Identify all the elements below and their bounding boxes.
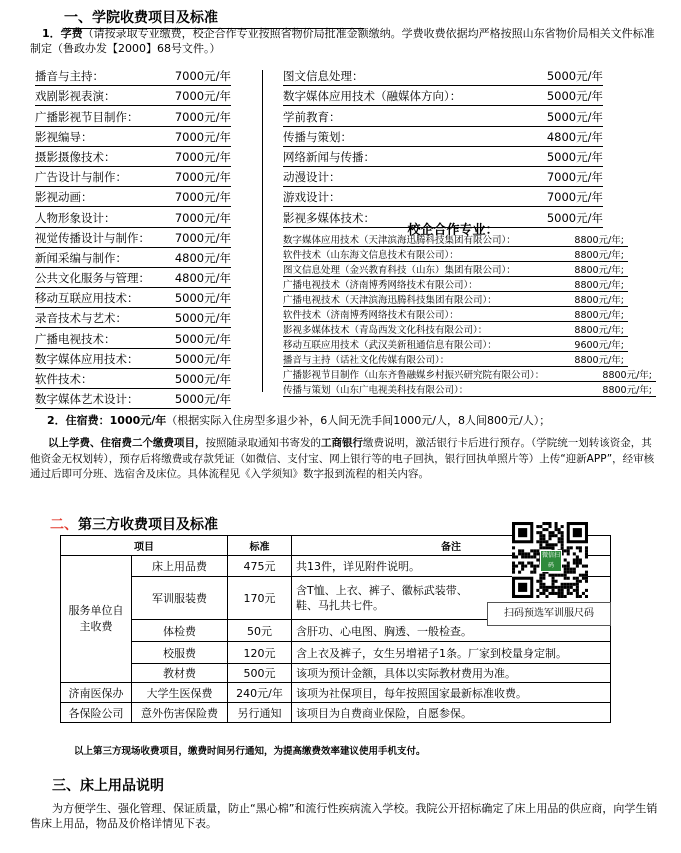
major-price: 7000元/年 [174, 69, 231, 84]
major-price: 5000元/年 [174, 291, 231, 306]
major-name: 数字媒体艺术设计： [35, 392, 139, 407]
section2-title [50, 514, 218, 534]
major-name: 动漫设计： [283, 170, 341, 185]
list-item [35, 187, 231, 207]
section1-title: 一、学院收费项目及标准 [64, 7, 364, 29]
major-price: 7000元/年 [174, 129, 231, 144]
major-name: 软件技术： [35, 372, 93, 386]
major-price: 9600元/年; [574, 340, 624, 351]
cell-item: 教材费 [132, 664, 228, 683]
list-item [35, 86, 231, 106]
housing-note: （根据实际入住房型多退少补，6人间无洗手间1000元/人，8人间800元/人）； [166, 414, 551, 427]
list-item [35, 369, 231, 389]
major-name: 图文信息处理： [283, 69, 364, 84]
list-item [283, 66, 603, 86]
major-price: 8800元/年; [574, 235, 624, 246]
list-item [283, 352, 628, 367]
table-row [61, 703, 611, 723]
third-party-footnote: 以上第三方现场收费项目，缴费时间另行通知，为提高缴费效率建议使用手机支付。 [74, 746, 426, 757]
major-price: 7000元/年 [174, 170, 231, 185]
major-name: 视觉传播设计与制作： [35, 230, 150, 245]
major-name: 广播电视技术（天津滨海迅腾科技集团有限公司）： [283, 295, 497, 306]
housing-line [47, 413, 667, 428]
list-item [283, 367, 656, 382]
major-name: 网络新闻与传播： [283, 149, 375, 164]
cell-standard: 475元 [228, 556, 292, 577]
cell-item: 意外伤害保险费 [132, 703, 228, 723]
cell-note: 该项为社保项目，每年按照国家最新标准收费。 [292, 683, 611, 703]
cell-note: 该项为预计金额，具体以实际教材费用为准。 [292, 664, 611, 683]
cell-note: 含上衣及裤子，女生另增裙子1条。厂家到校量身定制。 [292, 642, 611, 664]
major-name: 公共文化服务与管理： [35, 271, 150, 286]
cell-standard: 50元 [228, 620, 292, 642]
major-name: 传播与策划： [283, 129, 352, 144]
major-name: 录音技术与艺术： [35, 311, 127, 326]
major-price: 7000元/年 [174, 230, 231, 245]
cell-item: 体检费 [132, 620, 228, 642]
cell-item: 军训服装费 [132, 577, 228, 620]
cell-group: 各保险公司 [61, 703, 132, 723]
cell-item: 大学生医保费 [132, 683, 228, 703]
qr-code-icon[interactable] [512, 522, 588, 598]
tuition-intro [30, 26, 660, 56]
qr-caption: 扫码预选军训服尺码 [487, 602, 611, 626]
section3-title: 三、床上用品说明 [52, 778, 164, 794]
section3-text: 为方便学生、强化管理、保证质量，防止“黑心棉”和流行性疾病流入学校。我院公开招标确定了床上用品的供应商，向学生销售床上用品，物品及价格详情见下表。 [30, 802, 658, 830]
list-item [35, 167, 231, 187]
major-price: 5000元/年 [174, 372, 231, 386]
list-item [283, 167, 603, 187]
payment-lead: 以上学费、住宿费二个缴费项目， [48, 437, 206, 449]
cell-note: 含T恤、上衣、裤子、徽标武装带、鞋、马扎共七件。 [292, 577, 611, 620]
major-name: 数字媒体应用技术（融媒体方向）： [283, 89, 462, 104]
list-item [283, 307, 628, 322]
major-price: 4800元/年 [174, 250, 231, 265]
major-price: 7000元/年 [546, 190, 603, 205]
major-name: 影视多媒体技术（青岛西发文化科技有限公司）： [283, 325, 488, 336]
qr-badge: 微信扫码 [540, 550, 562, 572]
list-item [35, 248, 231, 268]
major-price: 5000元/年 [546, 149, 603, 164]
major-name: 人物形象设计： [35, 210, 116, 225]
cell-note: 该项目为自费商业保险，自愿参保。 [292, 703, 611, 723]
tuition-intro-text: （请按录取专业缴费，校企合作专业按照省物价局批准金额缴纳。学费收费依据均严格按照山东省物价局相关文件标准制定（鲁政办发【2000】68号文件。） [30, 27, 655, 55]
list-item [283, 147, 603, 167]
major-name: 广播电视技术： [35, 331, 116, 346]
major-name: 软件技术（济南博秀网络技术有限公司）： [283, 310, 459, 321]
major-name: 播音与主持： [35, 69, 104, 84]
list-item [283, 277, 628, 292]
group-service-units: 服务单位自主收费 [61, 556, 132, 683]
cell-standard: 120元 [228, 642, 292, 664]
major-name: 数字媒体应用技术（天津滨海迅腾科技集团有限公司）： [283, 235, 516, 246]
table-row [61, 642, 611, 664]
major-name: 新闻采编与制作： [35, 250, 127, 265]
list-item [35, 66, 231, 86]
list-item [283, 292, 628, 307]
major-price: 8800元/年; [574, 250, 624, 261]
major-price: 5000元/年 [546, 89, 603, 104]
cell-standard: 另行通知 [228, 703, 292, 723]
major-price: 5000元/年 [546, 210, 603, 225]
cell-standard: 500元 [228, 664, 292, 683]
major-name: 移动互联应用技术（武汉美新租通信息有限公司）： [283, 340, 497, 351]
cell-note: 共13件，详见附件说明。 [292, 556, 611, 577]
major-name: 广告设计与制作： [35, 170, 127, 185]
header-note: 备注 [292, 536, 611, 556]
housing-label: 2．住宿费：1000元/年 [47, 414, 167, 427]
list-item [283, 262, 628, 277]
list-item [283, 322, 628, 337]
major-price: 8800元/年; [574, 355, 624, 366]
list-item [283, 337, 628, 352]
major-name: 图文信息处理（金兴教育科技（山东）集团有限公司）： [283, 265, 516, 276]
list-item [35, 349, 231, 369]
major-price: 5000元/年 [174, 331, 231, 346]
list-item [35, 228, 231, 248]
list-item [35, 308, 231, 328]
major-name: 戏剧影视表演： [35, 89, 116, 104]
left-tuition-list [35, 66, 231, 409]
major-price: 8800元/年; [574, 310, 624, 321]
list-item [283, 106, 603, 126]
list-item [35, 389, 231, 409]
major-name: 软件技术（山东海文信息技术有限公司）： [283, 250, 459, 261]
list-item [35, 147, 231, 167]
major-price: 5000元/年 [174, 392, 231, 407]
major-name: 影视编导： [35, 129, 93, 144]
major-name: 传播与策划（山东广电视美科技有限公司）： [283, 385, 469, 396]
list-item [283, 187, 603, 207]
list-item [283, 247, 628, 262]
list-item [35, 328, 231, 348]
list-item [35, 127, 231, 147]
major-price: 7000元/年 [174, 190, 231, 205]
table-row [61, 683, 611, 703]
major-name: 游戏设计： [283, 190, 341, 205]
right-tuition-list [283, 66, 603, 228]
header-item: 项目 [61, 536, 228, 556]
list-item [283, 127, 603, 147]
cell-standard: 240元/年 [228, 683, 292, 703]
cell-item: 床上用品费 [132, 556, 228, 577]
list-item [35, 268, 231, 288]
major-price: 7000元/年 [546, 170, 603, 185]
list-item [283, 86, 603, 106]
major-name: 广播影视节目制作： [35, 109, 139, 124]
major-name: 播音与主持（话社文化传媒有限公司）： [283, 355, 450, 366]
tuition-label: 1．学费 [42, 27, 83, 40]
payment-bank: 工商银行 [321, 437, 363, 449]
list-item [283, 232, 628, 247]
list-item [35, 207, 231, 227]
major-price: 7000元/年 [174, 89, 231, 104]
major-price: 8800元/年; [602, 385, 652, 396]
coop-list [283, 232, 652, 397]
major-price: 4800元/年 [546, 129, 603, 144]
major-name: 影视动画： [35, 190, 93, 205]
major-price: 5000元/年 [174, 311, 231, 326]
major-price: 8800元/年; [574, 295, 624, 306]
section2-number: 二、 [50, 517, 78, 533]
payment-paragraph [30, 436, 660, 483]
list-item [35, 288, 231, 308]
major-name: 广播电视技术（济南博秀网络技术有限公司）： [283, 280, 478, 291]
major-name: 影视多媒体技术： [283, 210, 375, 225]
major-price: 5000元/年 [546, 69, 603, 84]
major-price: 7000元/年 [174, 109, 231, 124]
cell-standard: 170元 [228, 577, 292, 620]
major-price: 7000元/年 [174, 149, 231, 164]
major-name: 数字媒体应用技术： [35, 351, 139, 366]
major-name: 移动互联应用技术： [35, 291, 139, 306]
major-price: 5000元/年 [546, 109, 603, 124]
major-price: 8800元/年; [574, 265, 624, 276]
list-item [35, 106, 231, 126]
coop-title: 校企合作专业： [407, 223, 499, 238]
section2-title-text: 第三方收费项目及标准 [78, 517, 218, 533]
list-item [283, 382, 656, 397]
cell-note: 含肝功、心电图、胸透、一般检查。 [292, 620, 611, 642]
major-name: 学前教育： [283, 109, 341, 124]
cell-item: 校服费 [132, 642, 228, 664]
major-name: 广播影视节目制作（山东齐鲁融媒乡村振兴研究院有限公司）： [283, 370, 545, 381]
major-price: 7000元/年 [174, 210, 231, 225]
payment-text-2: 缴费说明，激活银行卡后进行预存。（学院统一划转该资金，其他资金无权划转），预存后将缴费或存款凭证（如微信、支付宝、网上银行等的电子回执，银行回执单照片等）上传“迎新APP”，经审核通过后即可分班、选宿舍及床位。具体流程见《入学须知》数字报到流程的相关内容。 [30, 437, 655, 480]
major-price: 5000元/年 [174, 351, 231, 366]
payment-text-1: 按照随录取通知书寄发的 [205, 437, 321, 449]
major-price: 8800元/年; [602, 370, 652, 381]
major-price: 8800元/年; [574, 325, 624, 336]
header-standard: 标准 [228, 536, 292, 556]
column-divider [262, 70, 263, 392]
table-row [61, 664, 611, 683]
major-price: 8800元/年; [574, 280, 624, 291]
major-price: 4800元/年 [174, 271, 231, 286]
cell-group: 济南医保办 [61, 683, 132, 703]
major-name: 摄影摄像技术： [35, 149, 116, 164]
